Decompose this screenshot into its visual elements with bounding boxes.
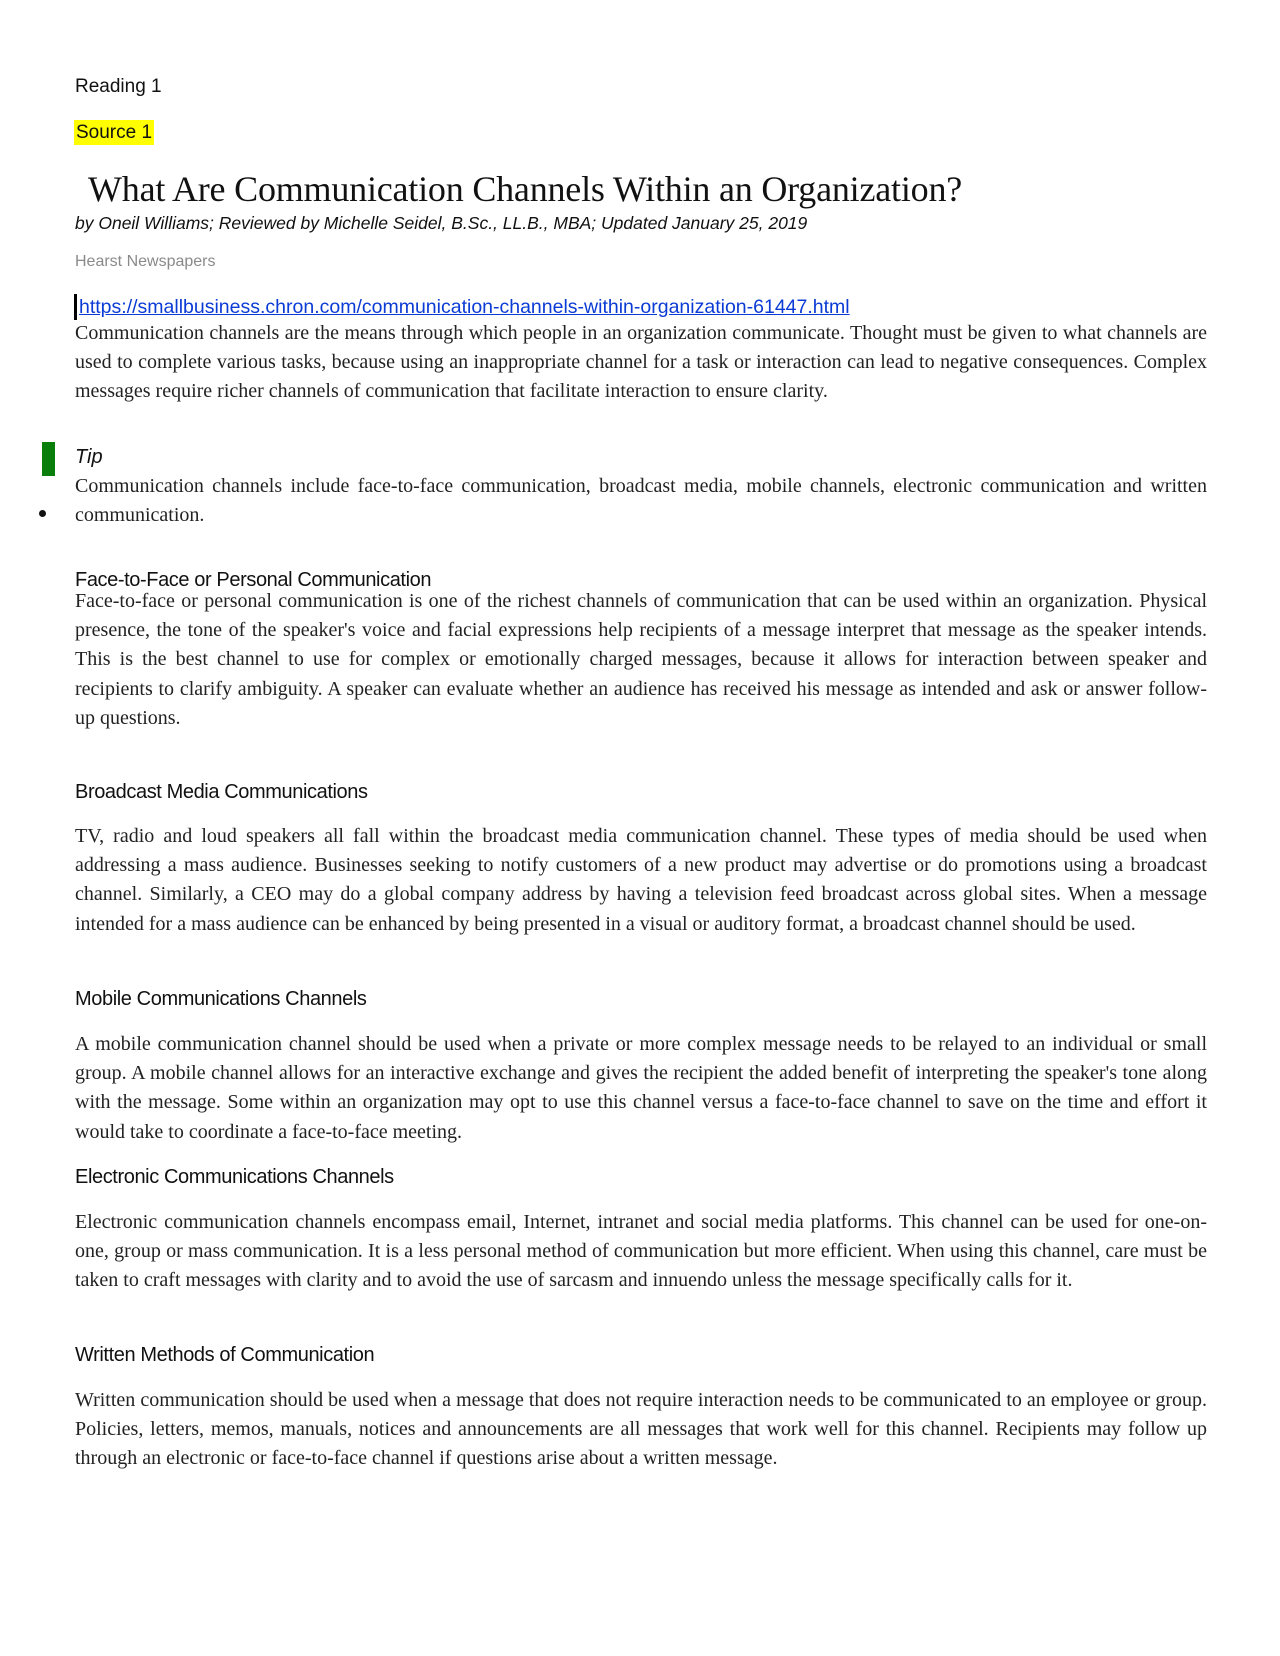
section-body-written: Written communication should be used when a message that does not require interaction needs to be communicated to an employee or group. Policies, letters, memos, manuals, notices and announcements are all messages that work well for this channel. Recipients may follow up through an electronic or face-to-face channel if questions arise about a written message.	[75, 1389, 1207, 1470]
source-url-link[interactable]: https://smallbusiness.chron.com/communication-channels-within-organization-61447.html	[79, 295, 850, 318]
reading-label: Reading 1	[75, 76, 162, 97]
section-heading-mobile: Mobile Communications Channels	[75, 988, 367, 1010]
article-byline: by Oneil Williams; Reviewed by Michelle Seidel, B.Sc., LL.B., MBA; Updated January 25, 2019	[75, 213, 808, 233]
article-title: What Are Communication Channels Within an Organization?	[88, 169, 963, 209]
section-heading-face-to-face: Face-to-Face or Personal Communication	[75, 569, 432, 591]
source-url-line	[74, 294, 850, 320]
tip-bullet-text: Communication channels include face-to-face communication, broadcast media, mobile channels, electronic communication and written communication.	[75, 475, 1207, 527]
section-heading-written: Written Methods of Communication	[75, 1344, 375, 1366]
section-heading-broadcast: Broadcast Media Communications	[75, 781, 368, 803]
source-label-highlighted: Source 1	[76, 122, 153, 143]
bullet-icon	[39, 510, 46, 517]
section-body-broadcast: TV, radio and loud speakers all fall within the broadcast media communication channel. These types of media should be used when addressing a mass audience. Businesses seeking to notify customers of a new product may advertise or do promotions using a broadcast channel. Similarly, a CEO may do a global company address by having a television feed broadcast across global sites. When a message intended for a mass audience can be enhanced by being presented in a visual or auditory format, a broadcast channel should be used.	[75, 825, 1207, 935]
tip-label: Tip	[75, 446, 103, 468]
tip-accent-bar-icon	[42, 442, 55, 476]
section-body-electronic: Electronic communication channels encompass email, Internet, intranet and social media platforms. This channel can be used for one-on-one, group or mass communication. It is a less personal method of communication but more efficient. When using this channel, care must be taken to craft messages with clarity and to avoid the use of sarcasm and innuendo unless the message specifically calls for it.	[75, 1211, 1207, 1292]
publisher-name: Hearst Newspapers	[75, 253, 216, 270]
intro-paragraph: Communication channels are the means through which people in an organization communicate. Thought must be given to what channels are used to complete various tasks, because using an inappropriate channel for a task or interaction can lead to negative consequences. Complex messages require richer channels of communication that facilitate interaction to ensure clarity.	[75, 322, 1207, 403]
section-heading-electronic: Electronic Communications Channels	[75, 1166, 394, 1188]
section-body-mobile: A mobile communication channel should be used when a private or more complex message needs to be relayed to an individual or small group. A mobile channel allows for an interactive exchange and gives the recipient the added benefit of interpreting the speaker's tone along with the message. Some within an organization may opt to use this channel versus a face-to-face channel to save on the time and effort it would take to coordinate a face-to-face meeting.	[75, 1033, 1207, 1143]
text-cursor-icon	[74, 294, 77, 320]
section-body-face-to-face: Face-to-face or personal communication is one of the richest channels of communication that can be used within an organization. Physical presence, the tone of the speaker's voice and facial expressions help recipients of a message interpret that message as the speaker intends. This is the best channel to use for complex or emotionally charged messages, because it allows for interaction between speaker and recipients to clarify ambiguity. A speaker can evaluate whether an audience has received his message as intended and ask or answer follow-up questions.	[75, 590, 1207, 729]
